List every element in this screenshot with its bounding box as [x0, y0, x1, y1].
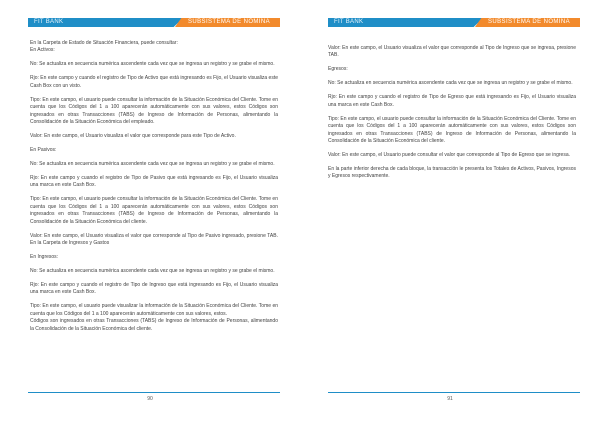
paragraph: Valor: En este campo, el Usuario puede consultar el valor que corresponde al Tipo de Egreso que se ingresa. [328, 152, 570, 159]
paragraph: Tipo: En este campo, el usuario puede consultar la información de la Situación Económica del Cliente. Tome en cuenta que los Códigos del 1 a 100 aparecerán automáticamente con sus valores, estos Códigos son ingresados en otras Transacciones (TABS) de Ingreso de Información de Personas, alimentando la Consolidación de la Situación Económica del cliente. [30, 196, 278, 225]
page-number: 91 [447, 396, 453, 402]
paragraph: En la Carpeta de Estado de Situación Financiera, puede consultar: En Activos: [30, 40, 178, 54]
paragraph: Valor: En este campo, el Usuario visualiza el valor que corresponde al Tipo de Pasivo ingresado, presione TAB. En la Carpeta de Ingresos y Gastos [30, 232, 278, 247]
paragraph: Rjo: En este campo y cuando el registro de Tipo de Ingreso que está ingresando es Fijo, el Usuario visualiza una marca en este Cash Box. [30, 282, 278, 296]
paragraph: En la parte inferior derecha de cada bloque, la transacción le presenta los Totales de Activos, Pasivos, Ingresos y Egresos respectivamente. [328, 166, 576, 180]
header-brand-logo: FIT BANK [34, 19, 64, 25]
page-header [28, 18, 280, 27]
footer-rule [28, 392, 280, 393]
paragraph: En Pasivos: [30, 147, 57, 154]
paragraph: Tipo: En este campo, el usuario puede consultar la información de la Situación Económica del Cliente. Tome en cuenta que los Códigos del 1 a 100 aparecerán automáticamente con sus valores, estos Códigos son ingresados en otras Transacciones (TABS) de Ingreso de Información de Personas, alimentando la Consolidación de la Situación Económica del cliente. [328, 115, 576, 145]
footer-rule [328, 392, 580, 393]
paragraph: No: Se actualiza en secuencia numérica ascendente cada vez que se ingresa un registro y se grabe el mismo. [328, 80, 573, 87]
paragraph: Tipo: En este campo, el usuario puede visualizar la información de la Situación Económica del Cliente. Tome en cuenta que los Códigos del 1 a 100 aparecerán automáticamente con sus valores, estos. Códigos son ingresados en otras Transacciones (TABS) de Ingreso de Información de Personas, alimentando la Consolidación de la Situación Económica del cliente. [30, 303, 278, 332]
paragraph: Egresos: [328, 66, 348, 73]
paragraph: Tipo: En este campo, el usuario puede consultar la información de la Situación Económica del Cliente. Tome en cuenta que los Códigos del 1 a 100 aparecerán automáticamente con sus valores, estos Códigos son ingresados en otras Transacciones (TABS) de Ingreso de Información de Personas, alimentando la Consolidación de la Situación Económica del empleado. [30, 96, 278, 126]
paragraph: Rjo: En este campo y cuando el registro de Tipo de Pasivo que está ingresando es Fijo, el Usuario visualiza una marca en este Cash Box. [30, 175, 278, 189]
paragraph: Valor: En este campo, el Usuario visualiza el valor que corresponde para este Tipo de Activo. [30, 133, 236, 140]
paragraph: No: Se actualiza en secuencia numérica ascendente cada vez que se ingresa un registro y se grabe el mismo. [30, 268, 275, 275]
paragraph: No: Se actualiza en secuencia numérica ascendente cada vez que se ingresa un registro y se grabe el mismo. [30, 61, 275, 68]
right-page [300, 0, 600, 424]
header-title: SUBSISTEMA DE NÓMINA [488, 19, 571, 25]
header-brand-logo: FIT BANK [334, 19, 364, 25]
paragraph: Rjo: En este campo y cuando el registro de Tipo de Egreso que está ingresando es Fijo, el Usuario visualiza una marca en este Cash Box. [328, 94, 576, 108]
page-number: 90 [147, 396, 153, 402]
page-header [328, 18, 580, 27]
header-title: SUBSISTEMA DE NÓMINA [188, 19, 271, 25]
right-page-content [328, 45, 576, 187]
paragraph: No: Se actualiza en secuencia numérica ascendente cada vez que se ingresa un registro y se grabe el mismo. [30, 161, 275, 168]
left-page-content [30, 40, 278, 340]
paragraph: En Ingresos: [30, 254, 59, 261]
paragraph: Valor: En este campo, el Usuario visualiza el valor que corresponde al Tipo de Ingreso que se ingresa, presione TAB. [328, 45, 576, 59]
paragraph: Rjo: En este campo y cuando el registro de Tipo de Activo que está ingresando es Fijo, el Usuario visualiza este Cash Box con un visto. [30, 75, 278, 89]
